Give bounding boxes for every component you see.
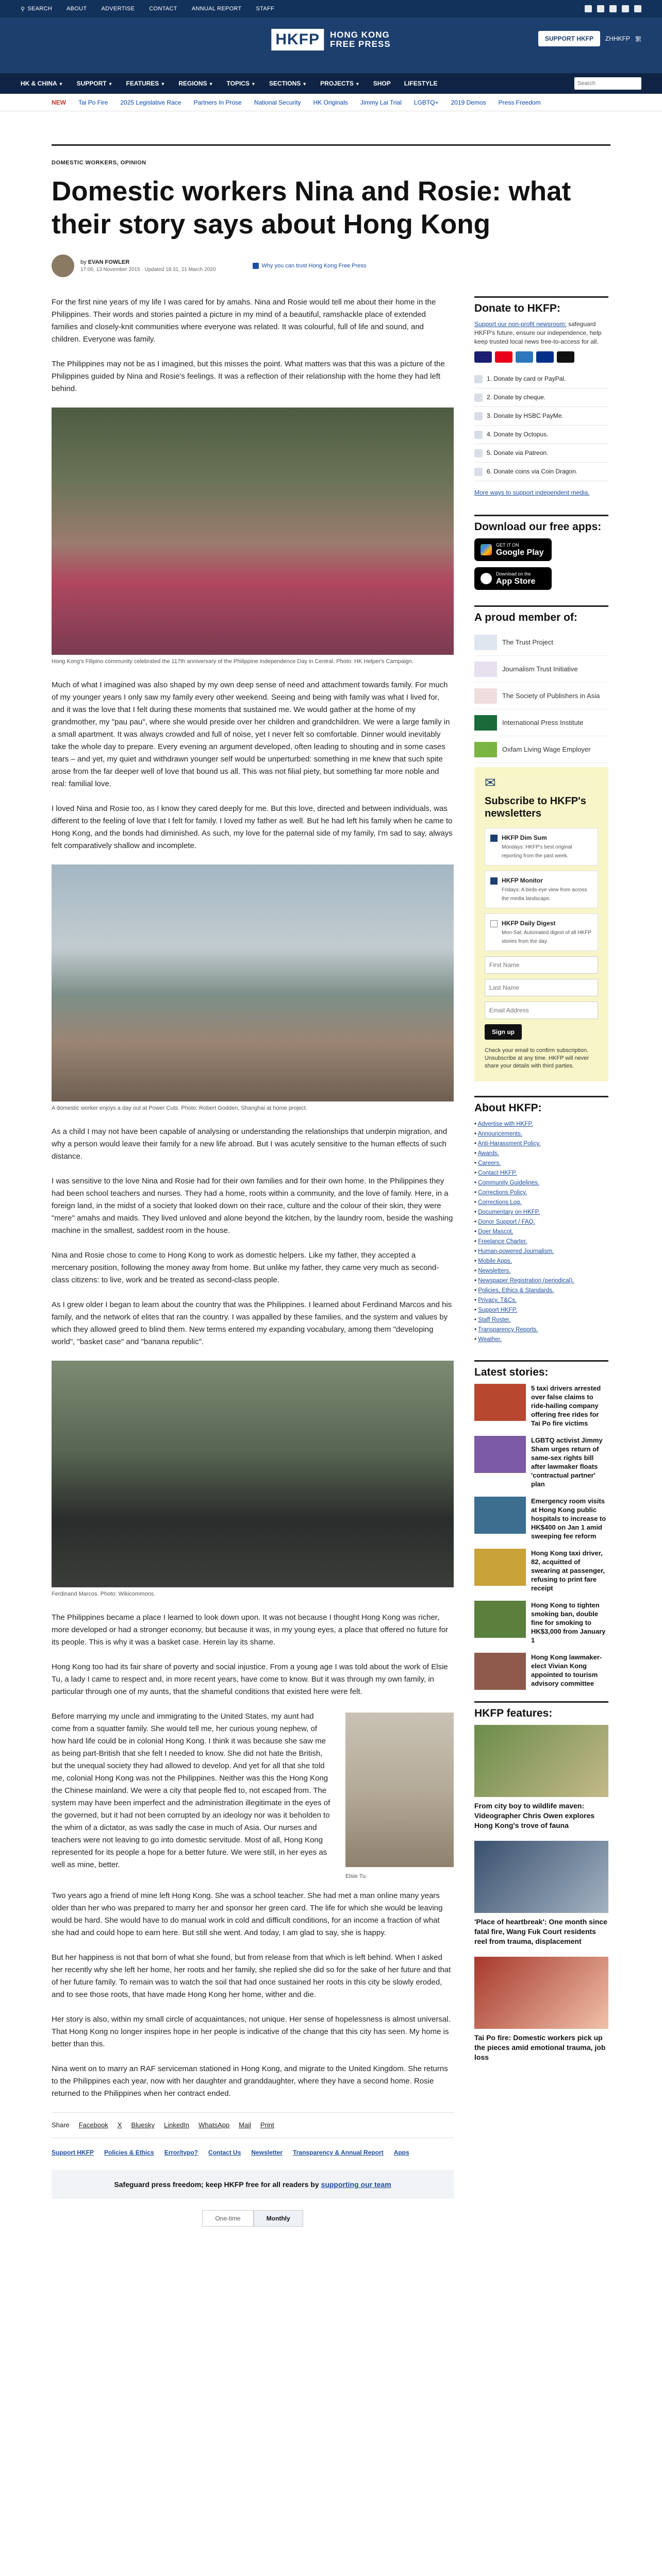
feature-title[interactable]: From city boy to wildlife maven: Videographer Chris Owen explores Hong Kong's trove of fauna: [474, 1802, 595, 1829]
about-item: • Weather.: [474, 1336, 502, 1343]
about-links: [474, 1120, 608, 1345]
trending-bar: [0, 94, 662, 111]
search-icon: ⚲: [21, 6, 25, 12]
paragraph: As a child I may not have been capable of analysing or understanding the relationships that underpin migration, and why a person would leave their family for a new life abroad. But I was acutely sensitive to the human effects of such distance.: [52, 1127, 448, 1161]
chinese-link[interactable]: 繁: [635, 35, 641, 43]
policies-link[interactable]: Policies & Ethics: [104, 2149, 154, 2156]
about-link[interactable]: Contact HKFP.: [478, 1170, 517, 1176]
donate-options: [474, 370, 608, 481]
header-rule: [52, 144, 610, 146]
about-item: • Anti-Harassment Policy.: [474, 1141, 541, 1147]
about-link[interactable]: Careers.: [478, 1160, 501, 1166]
story-title[interactable]: 5 taxi drivers arrested over false claims to ride-hailing company offering free rides for Tai Po fire victims: [531, 1384, 601, 1427]
about-link[interactable]: Doer Mascot.: [478, 1229, 514, 1235]
photo-marcos: [52, 1361, 454, 1587]
logo-mark: HKFP: [271, 29, 324, 50]
figure-marcos: [52, 1361, 454, 1598]
member-logo[interactable]: The Trust Project: [474, 629, 608, 656]
about-item: • Contact HKFP.: [474, 1170, 517, 1176]
chevron-down-icon: ▼: [160, 81, 166, 87]
oxfam-icon: [474, 742, 497, 757]
author-avatar[interactable]: [52, 255, 74, 277]
patreon-icon: [474, 449, 483, 457]
about-link[interactable]: Policies, Ethics & Standards.: [478, 1287, 554, 1294]
nav-hk-china[interactable]: HK & CHINA ▼: [21, 80, 63, 87]
article-headline: Domestic workers Nina and Rosie: what their story says about Hong Kong: [52, 176, 571, 240]
support-hkfp-link[interactable]: Support HKFP: [52, 2149, 94, 2156]
feature-story[interactable]: [474, 1725, 608, 1831]
chevron-down-icon: ▼: [302, 81, 307, 87]
share-linkedin[interactable]: LinkedIn: [164, 2121, 190, 2129]
paragraph: For the first nine years of my life I was cared for by amahs. Nina and Rosie would tell me about their home in the Philippines. Their words and stories painted a picture in my mind of a beautiful, ramshackle place of extended families and closely-knit communities where everyone was related. It was colourful, full of life and sound, and children. Everyone was family.: [52, 298, 436, 344]
transparency-link[interactable]: Transparency & Annual Report: [293, 2149, 384, 2156]
article-header: [52, 160, 610, 277]
x-icon[interactable]: [597, 5, 604, 12]
donate-heading: Donate to HKFP:: [474, 296, 608, 313]
apple-icon: [481, 573, 492, 584]
trending-item[interactable]: HK Originals: [313, 98, 348, 106]
paragraph: I loved Nina and Rosie too, as I know they cared deeply for me. But this love, directed and between individuals, was different to the feeling of love that I felt for family. I loved my father as well. But he had left his family when he came to Hong Kong, and the bonds had diminished. As such, my love for the paternal side of my family, I'm sad to say, always felt comparatively shallow and incomplete.: [52, 804, 453, 850]
language-switch[interactable]: ZHHKFP: [605, 35, 630, 42]
support-hkfp-button[interactable]: SUPPORT HKFP: [538, 31, 600, 46]
nav-features[interactable]: FEATURES ▼: [126, 80, 166, 87]
feature-title[interactable]: 'Place of heartbreak': One month since fatal fire, Wang Fuk Court residents reel from trauma, displacement: [474, 1918, 607, 1945]
apps-link[interactable]: Apps: [393, 2149, 409, 2156]
trust-link[interactable]: Why you can trust Hong Kong Free Press: [253, 263, 366, 269]
payment-cards: [474, 351, 608, 363]
app-store-badge[interactable]: Download on the App Store: [474, 567, 552, 590]
main-nav: [0, 73, 662, 94]
trending-item[interactable]: Tai Po Fire: [78, 98, 108, 106]
trust-project-icon: [474, 635, 497, 650]
about-item: • Mobile Apps.: [474, 1258, 512, 1264]
about-item: • Community Guidelines.: [474, 1180, 540, 1186]
share-facebook[interactable]: Facebook: [78, 2121, 108, 2129]
nav-shop[interactable]: SHOP: [373, 80, 391, 87]
member-logo[interactable]: Oxfam Living Wage Employer: [474, 736, 608, 763]
nav-search: [574, 77, 641, 90]
about-item: • Freelance Charter.: [474, 1239, 527, 1245]
author-name[interactable]: EVAN FOWLER: [88, 259, 130, 265]
nav-lifestyle[interactable]: LIFESTYLE: [404, 80, 438, 87]
about-link[interactable]: Anti-Harassment Policy.: [477, 1141, 541, 1147]
nav-projects[interactable]: PROJECTS ▼: [320, 80, 360, 87]
about-item: • Doer Mascot.: [474, 1229, 514, 1235]
trending-item[interactable]: LGBTQ+: [413, 98, 439, 106]
about-item: • Policies, Ethics & Standards.: [474, 1287, 554, 1294]
utility-search[interactable]: ⚲ SEARCH: [21, 6, 53, 12]
first-name-field[interactable]: [485, 956, 598, 974]
about-link[interactable]: Staff Roster.: [478, 1317, 511, 1323]
about-link[interactable]: Freelance Charter.: [478, 1239, 527, 1245]
about-item: • Transparency Reports.: [474, 1327, 538, 1333]
share-mail[interactable]: Mail: [239, 2121, 251, 2129]
about-link[interactable]: Weather.: [478, 1336, 502, 1343]
apps-heading: Download our free apps:: [474, 515, 608, 531]
article-body: [52, 296, 454, 2227]
donate-option[interactable]: 1. Donate by card or PayPal.: [474, 370, 608, 388]
newsletter-heading: Subscribe to HKFP's newsletters: [485, 795, 587, 819]
photo-elsie-tu: [345, 1713, 454, 1867]
facebook-icon[interactable]: [585, 5, 592, 12]
about-item: • Corrections Log.: [474, 1199, 522, 1206]
story-thumbnail[interactable]: [474, 1436, 526, 1473]
supporting-team-link[interactable]: supporting our team: [321, 2180, 391, 2189]
logo-wordmark: HONG KONG FREE PRESS: [329, 30, 391, 49]
mastercard-icon: [495, 351, 512, 363]
about-link[interactable]: Corrections Log.: [478, 1199, 522, 1206]
google-play-badge[interactable]: GET IT ON Google Play: [474, 538, 552, 561]
latest-story[interactable]: [474, 1549, 608, 1592]
masthead-actions: [538, 31, 641, 46]
donate-option[interactable]: 3. Donate by HSBC PayMe.: [474, 407, 608, 426]
about-item: • Privacy, T&Cs.: [474, 1297, 517, 1303]
paragraph: Nina and Rosie chose to come to Hong Kong to work as domestic helpers. Like my father, they accepted a mercenary position, following the money away from home. But unlike my father, they came very much as second-class citizens: to live, work and be treated as second-class people.: [52, 1251, 439, 1284]
about-item: • Awards.: [474, 1150, 499, 1157]
figure-independence-day: [52, 408, 454, 666]
one-time-tab[interactable]: One-time: [202, 2210, 253, 2227]
figure-domestic-worker: [52, 865, 454, 1112]
about-link[interactable]: Corrections Policy.: [478, 1190, 527, 1196]
newsletter-note: Check your email to confirm subscription. Unsubscribe at any time. HKFP will never share your details with third parties.: [485, 1047, 589, 1069]
donate-option[interactable]: 4. Donate by Octopus.: [474, 426, 608, 444]
social-links: [585, 5, 641, 12]
feature-image[interactable]: [474, 1957, 608, 2029]
paragraph: As I grew older I began to learn about the country that was the Philippines. I learned about Ferdinand Marcos and his family, and the network of elites that ran the country. I was appalled by these families, and the system and values by which they allowed greed to blind them. New terms entered my expanding vocabulary, among them "developing world", "basket case" and "banana republic".: [52, 1300, 452, 1346]
member-logo[interactable]: The Society of Publishers in Asia: [474, 683, 608, 709]
donate-link[interactable]: Support our non-profit newsroom:: [474, 320, 567, 328]
story-thumbnail[interactable]: [474, 1601, 526, 1638]
feature-image[interactable]: [474, 1725, 608, 1797]
mail-icon: ✉: [485, 775, 496, 790]
latest-story[interactable]: [474, 1497, 608, 1540]
paragraph: Her story is also, within my small circle of acquaintances, not unique. Her sense of hopelessness is almost universal. That Hong Kong no longer inspires hope in her people is indicative of the change that this city has seen. My home is better than this.: [52, 2015, 451, 2048]
story-thumbnail[interactable]: [474, 1497, 526, 1534]
about-link[interactable]: Privacy, T&Cs.: [478, 1297, 517, 1303]
utility-contact[interactable]: CONTACT: [149, 6, 177, 12]
figure-elsie-tu: [345, 1713, 454, 1883]
figure-caption: Elsie Tu.: [345, 1873, 368, 1879]
about-item: • Donor Support / FAQ.: [474, 1219, 535, 1225]
about-item: • Human-powered Journalism.: [474, 1248, 554, 1255]
checkbox[interactable]: [490, 877, 498, 885]
newsletter-option[interactable]: HKFP Daily Digest Mon-Sat: Automated digest of all HKFP stories from the day.: [485, 913, 598, 951]
latest-story[interactable]: [474, 1436, 608, 1488]
paragraph: Two years ago a friend of mine left Hong Kong. She was a school teacher. She had met a man online many years older than her who was prepared to marry her and sponsor her green card. The life for which she would be leaving would be hard. She would have to do manual work in cold and difficult conditions, for an income a fraction of what she had and could hope to earn here. But still she went. And today, I am glad to say, she is happy.: [52, 1891, 443, 1937]
more-ways-link[interactable]: More ways to support independent media.: [474, 489, 590, 496]
nav-regions[interactable]: REGIONS ▼: [178, 80, 213, 87]
signup-button[interactable]: Sign up: [485, 1024, 522, 1040]
payme-icon: [474, 412, 483, 420]
monthly-tab[interactable]: Monthly: [254, 2210, 303, 2227]
utility-about[interactable]: ABOUT: [67, 6, 87, 12]
figure-caption: Ferdinand Marcos. Photo: Wikicommons.: [52, 1591, 156, 1597]
story-title[interactable]: Hong Kong to tighten smoking ban, double fine for smoking to HK$3,000 from January 1: [531, 1601, 606, 1644]
about-heading: About HKFP:: [474, 1096, 608, 1112]
trending-item[interactable]: 2019 Demos: [451, 98, 486, 106]
about-item: • Advertise with HKFP.: [474, 1121, 533, 1127]
nav-topics[interactable]: TOPICS ▼: [226, 80, 256, 87]
paypal-icon: [536, 351, 554, 363]
chevron-down-icon: ▼: [251, 81, 256, 87]
photo-independence-day: [52, 408, 454, 655]
story-title[interactable]: Hong Kong lawmaker-elect Vivian Kong appointed to tourism advisory committee: [531, 1653, 602, 1687]
chevron-down-icon: ▼: [58, 81, 63, 87]
jti-icon: [474, 662, 497, 677]
about-link[interactable]: Newsletters.: [478, 1268, 511, 1274]
story-title[interactable]: Hong Kong taxi driver, 82, acquitted of swearing at passenger, refusing to print fare receipt: [531, 1549, 605, 1592]
paragraph: The Philippines may not be as I imagined, but this misses the point. What matters was that this was a picture of the Philippines guided by Nina and Rosie's feelings. It was a reflection of their relationship with the home they had left behind.: [52, 360, 445, 393]
share-whatsapp[interactable]: WhatsApp: [198, 2121, 230, 2129]
checkbox[interactable]: [490, 920, 498, 927]
feature-story[interactable]: [474, 1957, 608, 2062]
ipi-icon: [474, 715, 497, 731]
paragraph: Before marrying my uncle and immigrating to the United States, my aunt had come from a squatter family. She would tell me, her curious young nephew, of how hard life could be in colonial Hong Kong. I think it was because she saw me as being part-British that she felt I needed to know. She did not hate the British, but the unequal society they had allowed to develop. And yet for all that she told me, colonial Hong Kong was not the Philippines. Neither was this the Hong Kong the Chinese mainland. We were a city that people fled to, not escaped from. The system may have been imperfect and the administration illegitimate in the eyes of the governed, but it had not been corrupted by an ideology nor was it beholden to the whim of a dictator, as was sadly the case in much of Asia. Our nurses and teachers were not leaving to go into domestic servitude. Most of all, Hong Kong represented for its people a hope for a better future. We were still, in her eyes as well as mine, better.: [52, 1712, 330, 1869]
chevron-down-icon: ▼: [108, 81, 113, 87]
share-bar: [52, 2112, 454, 2138]
newsletter-option[interactable]: HKFP Dim Sum Mondays: HKFP's best original reporting from the past week.: [485, 828, 598, 866]
latest-story[interactable]: [474, 1384, 608, 1428]
octopus-icon: [474, 431, 483, 439]
coin-icon: [474, 468, 483, 476]
about-link[interactable]: Human-powered Journalism.: [478, 1248, 554, 1255]
donation-frequency: [52, 2210, 454, 2227]
latest-stories: [474, 1384, 608, 1690]
member-logo[interactable]: Journalism Trust Initiative: [474, 656, 608, 683]
email-field[interactable]: [485, 1002, 598, 1019]
instagram-icon[interactable]: [609, 5, 617, 12]
applepay-icon: [557, 351, 574, 363]
story-thumbnail[interactable]: [474, 1549, 526, 1586]
trending-item[interactable]: Press Freedom: [498, 98, 541, 106]
amex-icon: [516, 351, 533, 363]
donate-option[interactable]: 2. Donate by cheque.: [474, 388, 608, 407]
about-item: • Newsletters.: [474, 1268, 511, 1274]
sidebar: Donate to HKFP: Support our non-profit newsroom: safeguard HKFP's future, ensure our independence, help keep trusted local news free-to-access for all. 1. Donate by card or PayPal. 2. Donate by cheque. 3. Donate by HSBC PayMe. 4. Donate by Octopus. 5. Donate via Patreon. 6. Donate coins via Coin Dragon. More ways to support independent media. Download our free apps: GET IT ON Google Play Download on the App Store A proud member of: The Trust Project Journalism Trust Initiative The Society of Publishers in Asia International Press Institute Oxfam Living Wage Employer ✉ Subscribe to HKFP's newsletters HKFP Dim Sum Mondays: HKFP's best original reporting from the past week. HKFP Monitor Fridays: A birds-eye view from across the media landscape. HKFP Daily Digest Mon-Sat: Automated digest of all HKFP stories from the day. First Name Last Name Email Address Sign up Check your email to confirm subscription. Unsubscribe at any time. HKFP will never share your details with third parties. About HKFP: • Advertise with HKFP. • Announcements. • Anti-Harassment Policy. • Awards. • Careers. • Contact HKFP. • Community Guidelines. • Corrections Policy. • Corrections Log. • Documentary on HKFP. • Donor Support / FAQ. • Doer Mascot. • Freelance Charter. • Human-powered Journalism. • Mobile Apps. • Newsletters. • Newspaper Registration (periodical). • Policies, Ethics & Standards. • Privacy, T&Cs. • Support HKFP. • Staff Roster. • Transparency Reports. • Weather. Latest stories: 5 taxi drivers arrested over false claims to ride-hailing company offering free rides for Tai Po fire victims LGBTQ activist Jimmy Sham urges return of same-sex rights bill after lawmaker floats 'contractual partner' plan Emergency room visits at Hong Kong public hospitals to increase to HK$400 on Jan 1 amid sweeping fee reform Hong Kong taxi driver, 82, acquitted of swearing at passenger, refusing to print fare receipt Hong Kong to tighten smoking ban, double fine for smoking to HK$3,000 from January 1 Hong Kong lawmaker-elect Vivian Kong appointed to tourism advisory committee HKFP features: From city boy to wildlife maven: Videographer Chris Owen explores Hong Kong's trove of fauna 'Place of heartbreak': One month since fatal fire, Wang Fuk Court residents reel from trauma, displacement Tai Po fire: Domestic workers pick up the pieces amid emotional trauma, job loss: [474, 296, 608, 2073]
cheque-icon: [474, 394, 483, 402]
share-print[interactable]: Print: [260, 2121, 274, 2129]
paragraph: The Philippines became a place I learned to look down upon. It was not because I thought Hong Kong was richer, more developed or had a stronger economy, but because it was, in my young eyes, a place that offered no future for its people. This is why it was a basket case. Herein lay its shame.: [52, 1613, 449, 1647]
about-link[interactable]: Mobile Apps.: [478, 1258, 512, 1264]
about-item: • Announcements.: [474, 1131, 522, 1137]
utility-advertise[interactable]: ADVERTISE: [101, 6, 135, 12]
about-link[interactable]: Transparency Reports.: [478, 1327, 538, 1333]
about-link[interactable]: Support HKFP.: [478, 1307, 518, 1313]
paragraph: Nina went on to marry an RAF serviceman stationed in Hong Kong, and migrate to the United Kingdom. She returns to the Philippines each year, now with her daughter and granddaughter, where they have a second home. Rosie returned to the Philippines when her contract ended.: [52, 2064, 448, 2098]
trending-item[interactable]: National Security: [254, 98, 301, 106]
member-heading: A proud member of:: [474, 605, 608, 622]
newsletter-link[interactable]: Newsletter: [251, 2149, 283, 2156]
story-title[interactable]: Emergency room visits at Hong Kong public hospitals to increase to HK$400 on Jan 1 amid sweeping fee reform: [531, 1497, 606, 1540]
trending-item[interactable]: 2025 Legislative Race: [120, 98, 181, 106]
newsletter-option[interactable]: HKFP Monitor Fridays: A birds-eye view from across the media landscape.: [485, 871, 598, 908]
paragraph: Much of what I imagined was also shaped by my own deep sense of need and attachment towards family. For much of my younger years I only saw my family every other weekend. Seeing and being with family was what I lived for, and it was the love that I felt during these moments that sustained me. We would gather at the home of my grandmother, my "pau pau", where she would preside over her children and grandchildren. We were a large family in a small apartment. It was always crowded and full of noise, yet I never felt so comfortable. Dinner would inevitably take the whole day to prepare. Every evening an argument developed, often leading to shouting and in some cases tears – and yet, my quiet and withdrawn younger self would be unperturbed: something in me knew that such spite arose from the far deeper well of love that bound us all. This was not filial piety, but something far more noble and real: familial love.: [52, 681, 450, 788]
nav-support[interactable]: SUPPORT ▼: [76, 80, 113, 87]
latest-heading: Latest stories:: [474, 1360, 608, 1377]
about-link[interactable]: Advertise with HKFP.: [477, 1121, 533, 1127]
checkbox[interactable]: [490, 835, 498, 842]
feature-title[interactable]: Tai Po fire: Domestic workers pick up the pieces amid emotional trauma, job loss: [474, 2033, 606, 2061]
newsletter-box: [474, 767, 608, 1081]
publish-dates: 17:00, 13 November 2015 · Updated 18:31, 21 March 2020: [80, 267, 216, 273]
feature-image[interactable]: [474, 1841, 608, 1913]
chevron-down-icon: ▼: [208, 81, 213, 87]
google-play-icon: [481, 544, 492, 555]
about-link[interactable]: Awards.: [477, 1150, 499, 1157]
about-link[interactable]: Community Guidelines.: [478, 1180, 540, 1186]
about-link[interactable]: Documentary on HKFP.: [478, 1209, 540, 1215]
utility-annual-report[interactable]: ANNUAL REPORT: [191, 6, 242, 12]
share-label: Share: [52, 2121, 70, 2129]
about-item: • Corrections Policy.: [474, 1190, 527, 1196]
about-link[interactable]: Donor Support / FAQ.: [478, 1219, 535, 1225]
error-typo-link[interactable]: Error/typo?: [164, 2149, 198, 2156]
visa-icon: [474, 351, 492, 363]
latest-story[interactable]: [474, 1601, 608, 1645]
byline: by EVAN FOWLER 17:00, 13 November 2015 · Updated 18:31, 21 March 2020 Why you can trust Hong Kong Free Press: [52, 255, 610, 277]
utility-staff[interactable]: STAFF: [256, 6, 275, 12]
contact-link[interactable]: Contact Us: [208, 2149, 241, 2156]
donate-option[interactable]: 6. Donate coins via Coin Dragon.: [474, 463, 608, 481]
member-logo[interactable]: International Press Institute: [474, 709, 608, 736]
latest-story[interactable]: [474, 1653, 608, 1690]
youtube-icon[interactable]: [622, 5, 629, 12]
search-input[interactable]: [574, 77, 641, 90]
about-item: • Documentary on HKFP.: [474, 1209, 540, 1215]
utility-bar: [0, 0, 662, 18]
features-list: [474, 1725, 608, 2062]
story-thumbnail[interactable]: [474, 1653, 526, 1690]
rss-icon[interactable]: [634, 5, 641, 12]
features-heading: HKFP features:: [474, 1701, 608, 1718]
last-name-field[interactable]: [485, 979, 598, 996]
trending-item[interactable]: Jimmy Lai Trial: [360, 98, 402, 106]
figure-caption: A domestic worker enjoys a day out at Power Cuts. Photo: Robert Godden, Shanghai at home project.: [52, 1105, 307, 1111]
about-link[interactable]: Announcements.: [477, 1131, 522, 1137]
site-logo[interactable]: [271, 29, 390, 50]
about-item: • Newspaper Registration (periodical).: [474, 1278, 574, 1284]
masthead: [0, 18, 662, 73]
paragraph: Hong Kong too had its fair share of poverty and social injustice. From a young age I was told about the work of Elsie Tu, a lady I came to respect and, in more recent years, have come to know. But it was through my own family, in particular through one of my aunts, that the shameful conditions that existed here were felt.: [52, 1663, 448, 1696]
safeguard-banner: Safeguard press freedom; keep HKFP free for all readers by supporting our team: [52, 2170, 454, 2199]
story-title[interactable]: LGBTQ activist Jimmy Sham urges return of same-sex rights bill after lawmaker floats 'contractual partner' plan: [531, 1436, 603, 1488]
photo-domestic-worker: [52, 865, 454, 1101]
about-item: • Support HKFP.: [474, 1307, 518, 1313]
info-icon: [253, 263, 259, 269]
nav-sections[interactable]: SECTIONS ▼: [269, 80, 307, 87]
about-link[interactable]: Newspaper Registration (periodical).: [478, 1278, 574, 1284]
share-x[interactable]: X: [117, 2121, 122, 2129]
article-kicker[interactable]: DOMESTIC WORKERS, OPINION: [52, 160, 146, 166]
share-bluesky[interactable]: Bluesky: [131, 2121, 155, 2129]
paragraph: I was sensitive to the love Nina and Rosie had for their own families and for their own home. In the Philippines they had been school teachers and nurses. They had a home, roots within a community, and the love of family. Here, in a foreign land, in the midst of a society that looked down on their race, culture and the colour of their skin, they were "mere" amahs and maids. They lived unloved and alone beyond the kitchen, by the laundry room, beside the washing machine in the smallest, saddest room in the house.: [52, 1177, 453, 1235]
paragraph: But her happiness is not that born of what she found, but from release from that which is left behind. When I asked her recently why she left her home, her roots and her family, she replied she did so for the sake of her future and that of her future family. To remain was to watch the soil that had once sustained her roots in this city be slowly eroded, and to see those roots, that have made Hong Kong her home, wither and die.: [52, 1953, 451, 1999]
card-icon: [474, 375, 483, 383]
chevron-down-icon: ▼: [355, 81, 360, 87]
feature-story[interactable]: [474, 1841, 608, 1946]
figure-caption: Hong Kong's Filipino community celebrated the 117th anniversary of the Philippine Independence Day in Central. Photo: HK Helper's Campaign.: [52, 658, 413, 665]
footer-links: [52, 2146, 454, 2159]
sopa-icon: [474, 688, 497, 704]
donate-option[interactable]: 5. Donate via Patreon.: [474, 444, 608, 463]
story-thumbnail[interactable]: [474, 1384, 526, 1421]
new-badge: NEW: [52, 98, 66, 106]
about-item: • Staff Roster.: [474, 1317, 511, 1323]
about-item: • Careers.: [474, 1160, 501, 1166]
trending-item[interactable]: Partners In Prose: [193, 98, 242, 106]
